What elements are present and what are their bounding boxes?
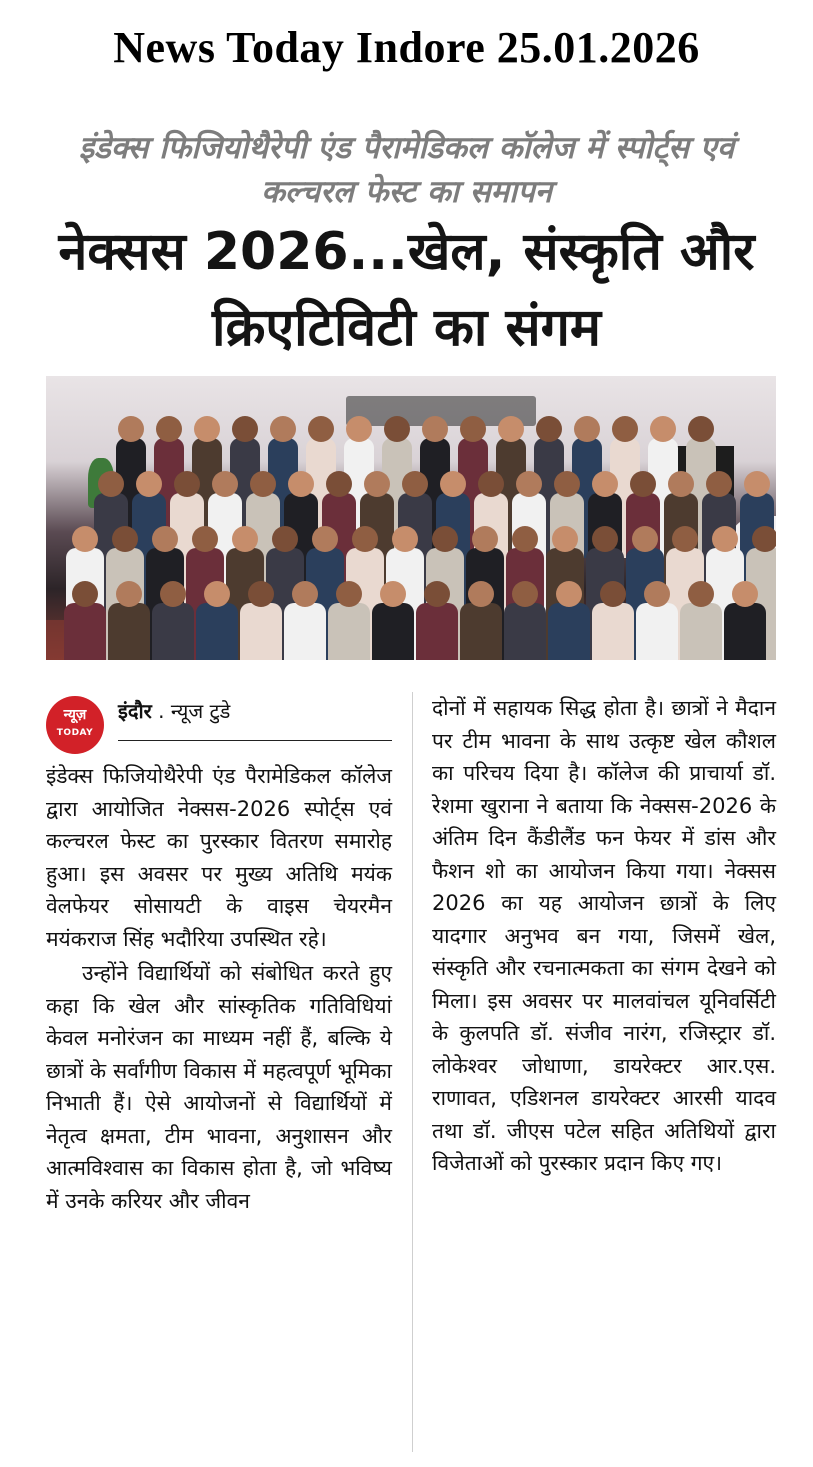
crowd-person xyxy=(680,603,722,660)
crowd-head xyxy=(72,526,98,552)
crowd-head xyxy=(592,526,618,552)
crowd-head xyxy=(288,471,314,497)
crowd-head xyxy=(194,416,220,442)
crowd-head xyxy=(460,416,486,442)
crowd-head xyxy=(212,471,238,497)
crowd-head xyxy=(498,416,524,442)
crowd-head xyxy=(174,471,200,497)
crowd-head xyxy=(752,526,776,552)
crowd-head xyxy=(72,581,98,607)
crowd-head xyxy=(272,526,298,552)
crowd-head xyxy=(688,581,714,607)
crowd-head xyxy=(650,416,676,442)
crowd-head xyxy=(612,416,638,442)
crowd-head xyxy=(160,581,186,607)
crowd-person xyxy=(284,603,326,660)
crowd-head xyxy=(556,581,582,607)
crowd-head xyxy=(472,526,498,552)
crowd-person xyxy=(548,603,590,660)
crowd-head xyxy=(440,471,466,497)
kicker-subheadline: इंडेक्स फिजियोथैरेपी एंड पैरामेडिकल कॉलेज में स्पोर्ट्स एवं कल्चरल फेस्ट का समापन xyxy=(78,130,735,210)
article-column-1 xyxy=(46,760,392,1217)
crowd-head xyxy=(552,526,578,552)
article-paragraph-2: उन्होंने विद्यार्थियों को संबोधित करते हुए कहा कि खेल और सांस्कृतिक गतिविधियां केवल मनोरंजन का माध्यम नहीं हैं, बल्कि ये छात्रों के सर्वांगीण विकास में महत्वपूर्ण भूमिका निभाती हैं। ऐसे आयोजनों से विद्यार्थियों में नेतृत्व क्षमता, टीम भावना, अनुशासन और आत्मविश्वास का विकास होता है, जो भविष्य में उनके करियर और जीवन xyxy=(46,961,392,1213)
news-today-logo xyxy=(46,696,104,754)
crowd-head xyxy=(116,581,142,607)
crowd-head xyxy=(352,526,378,552)
crowd-head xyxy=(312,526,338,552)
crowd-head xyxy=(478,471,504,497)
crowd-head xyxy=(706,471,732,497)
crowd-person xyxy=(108,603,150,660)
crowd-head xyxy=(422,416,448,442)
crowd-person xyxy=(196,603,238,660)
crowd-head xyxy=(136,471,162,497)
crowd-head xyxy=(156,416,182,442)
crowd-person xyxy=(240,603,282,660)
crowd-person xyxy=(372,603,414,660)
crowd-head xyxy=(232,526,258,552)
crowd-head xyxy=(512,526,538,552)
crowd-head xyxy=(632,526,658,552)
crowd-head xyxy=(192,526,218,552)
logo-line1: न्यूज़ xyxy=(63,707,87,723)
crowd-head xyxy=(308,416,334,442)
crowd-person xyxy=(416,603,458,660)
crowd-head xyxy=(392,526,418,552)
crowd-head xyxy=(248,581,274,607)
news-photo xyxy=(46,376,776,660)
crowd-head xyxy=(672,526,698,552)
crowd-head xyxy=(424,581,450,607)
column-divider xyxy=(412,692,413,1452)
crowd-head xyxy=(270,416,296,442)
crowd-person xyxy=(636,603,678,660)
crowd-head xyxy=(118,416,144,442)
crowd-head xyxy=(204,581,230,607)
crowd-head xyxy=(744,471,770,497)
dateline-source: . न्यूज टुडे xyxy=(151,699,231,723)
crowd-person xyxy=(152,603,194,660)
crowd-head xyxy=(554,471,580,497)
crowd-head xyxy=(536,416,562,442)
crowd-head xyxy=(630,471,656,497)
crowd-person xyxy=(64,603,106,660)
crowd-head xyxy=(574,416,600,442)
crowd-head xyxy=(468,581,494,607)
crowd-person xyxy=(504,603,546,660)
crowd-head xyxy=(712,526,738,552)
crowd-head xyxy=(402,471,428,497)
crowd-head xyxy=(688,416,714,442)
article-paragraph-3: दोनों में सहायक सिद्ध होता है। छात्रों ने मैदान पर टीम भावना के साथ उत्कृष्ट खेल कौशल का परिचय दिया है। कॉलेज की प्राचार्या डॉ. रेशमा खुराना ने बताया कि नेक्सस-2026 के अंतिम दिन कैंडीलैंड फन फेयर में डांस और फैशन शो का आयोजन किया गया। नेक्सस 2026 का यह आयोजन छात्रों के लिए यादगार अनुभव बन गया, जिसमें खेल, संस्कृति और रचनात्मकता का संगम देखने को मिला। इस अवसर पर मालवांचल यूनिवर्सिटी के कुलपति डॉ. संजीव नारंग, रजिस्ट्रार डॉ. लोकेश्वर जोधाणा, डायरेक्टर आर.एस. राणावत, एडिशनल डायरेक्टर आरसी यादव तथा डॉ. जीएस पटेल सहित अतिथियों द्वारा विजेताओं को पुरस्कार प्रदान किए गए। xyxy=(432,696,776,1175)
crowd-head xyxy=(380,581,406,607)
crowd-person xyxy=(460,603,502,660)
crowd-head xyxy=(346,416,372,442)
crowd-head xyxy=(364,471,390,497)
crowd-head xyxy=(384,416,410,442)
crowd-head xyxy=(98,471,124,497)
crowd-head xyxy=(112,526,138,552)
article-column-2 xyxy=(432,692,776,1180)
crowd-head xyxy=(336,581,362,607)
crowd-head xyxy=(592,471,618,497)
crowd-head xyxy=(232,416,258,442)
crowd-head xyxy=(644,581,670,607)
crowd-head xyxy=(600,581,626,607)
crowd-head xyxy=(512,581,538,607)
crowd-person xyxy=(724,603,766,660)
crowd-head xyxy=(152,526,178,552)
headline: नेक्सस 2026...खेल, संस्कृति और क्रिएटिविटी का संगम xyxy=(58,222,755,358)
crowd-head xyxy=(668,471,694,497)
crowd-head xyxy=(326,471,352,497)
crowd-person xyxy=(328,603,370,660)
crowd-head xyxy=(250,471,276,497)
dateline-rule xyxy=(118,740,392,741)
crowd-head xyxy=(292,581,318,607)
dateline-place: इंदौर xyxy=(118,699,152,723)
masthead: News Today Indore 25.01.2026 xyxy=(113,23,700,72)
crowd-person xyxy=(592,603,634,660)
dateline xyxy=(118,696,230,726)
crowd-head xyxy=(432,526,458,552)
crowd-head xyxy=(516,471,542,497)
logo-line2: TODAY xyxy=(56,728,94,738)
crowd-head xyxy=(732,581,758,607)
article-paragraph-1: इंडेक्स फिजियोथैरेपी एंड पैरामेडिकल कॉलेज द्वारा आयोजित नेक्सस-2026 स्पोर्ट्स एवं कल्चरल फेस्ट का पुरस्कार वितरण समारोह हुआ। इस अवसर पर मुख्य अतिथि मयंक वेलफेयर सोसायटी के वाइस चेयरमैन मयंकराज सिंह भदौरिया उपस्थित रहे। xyxy=(46,764,392,951)
